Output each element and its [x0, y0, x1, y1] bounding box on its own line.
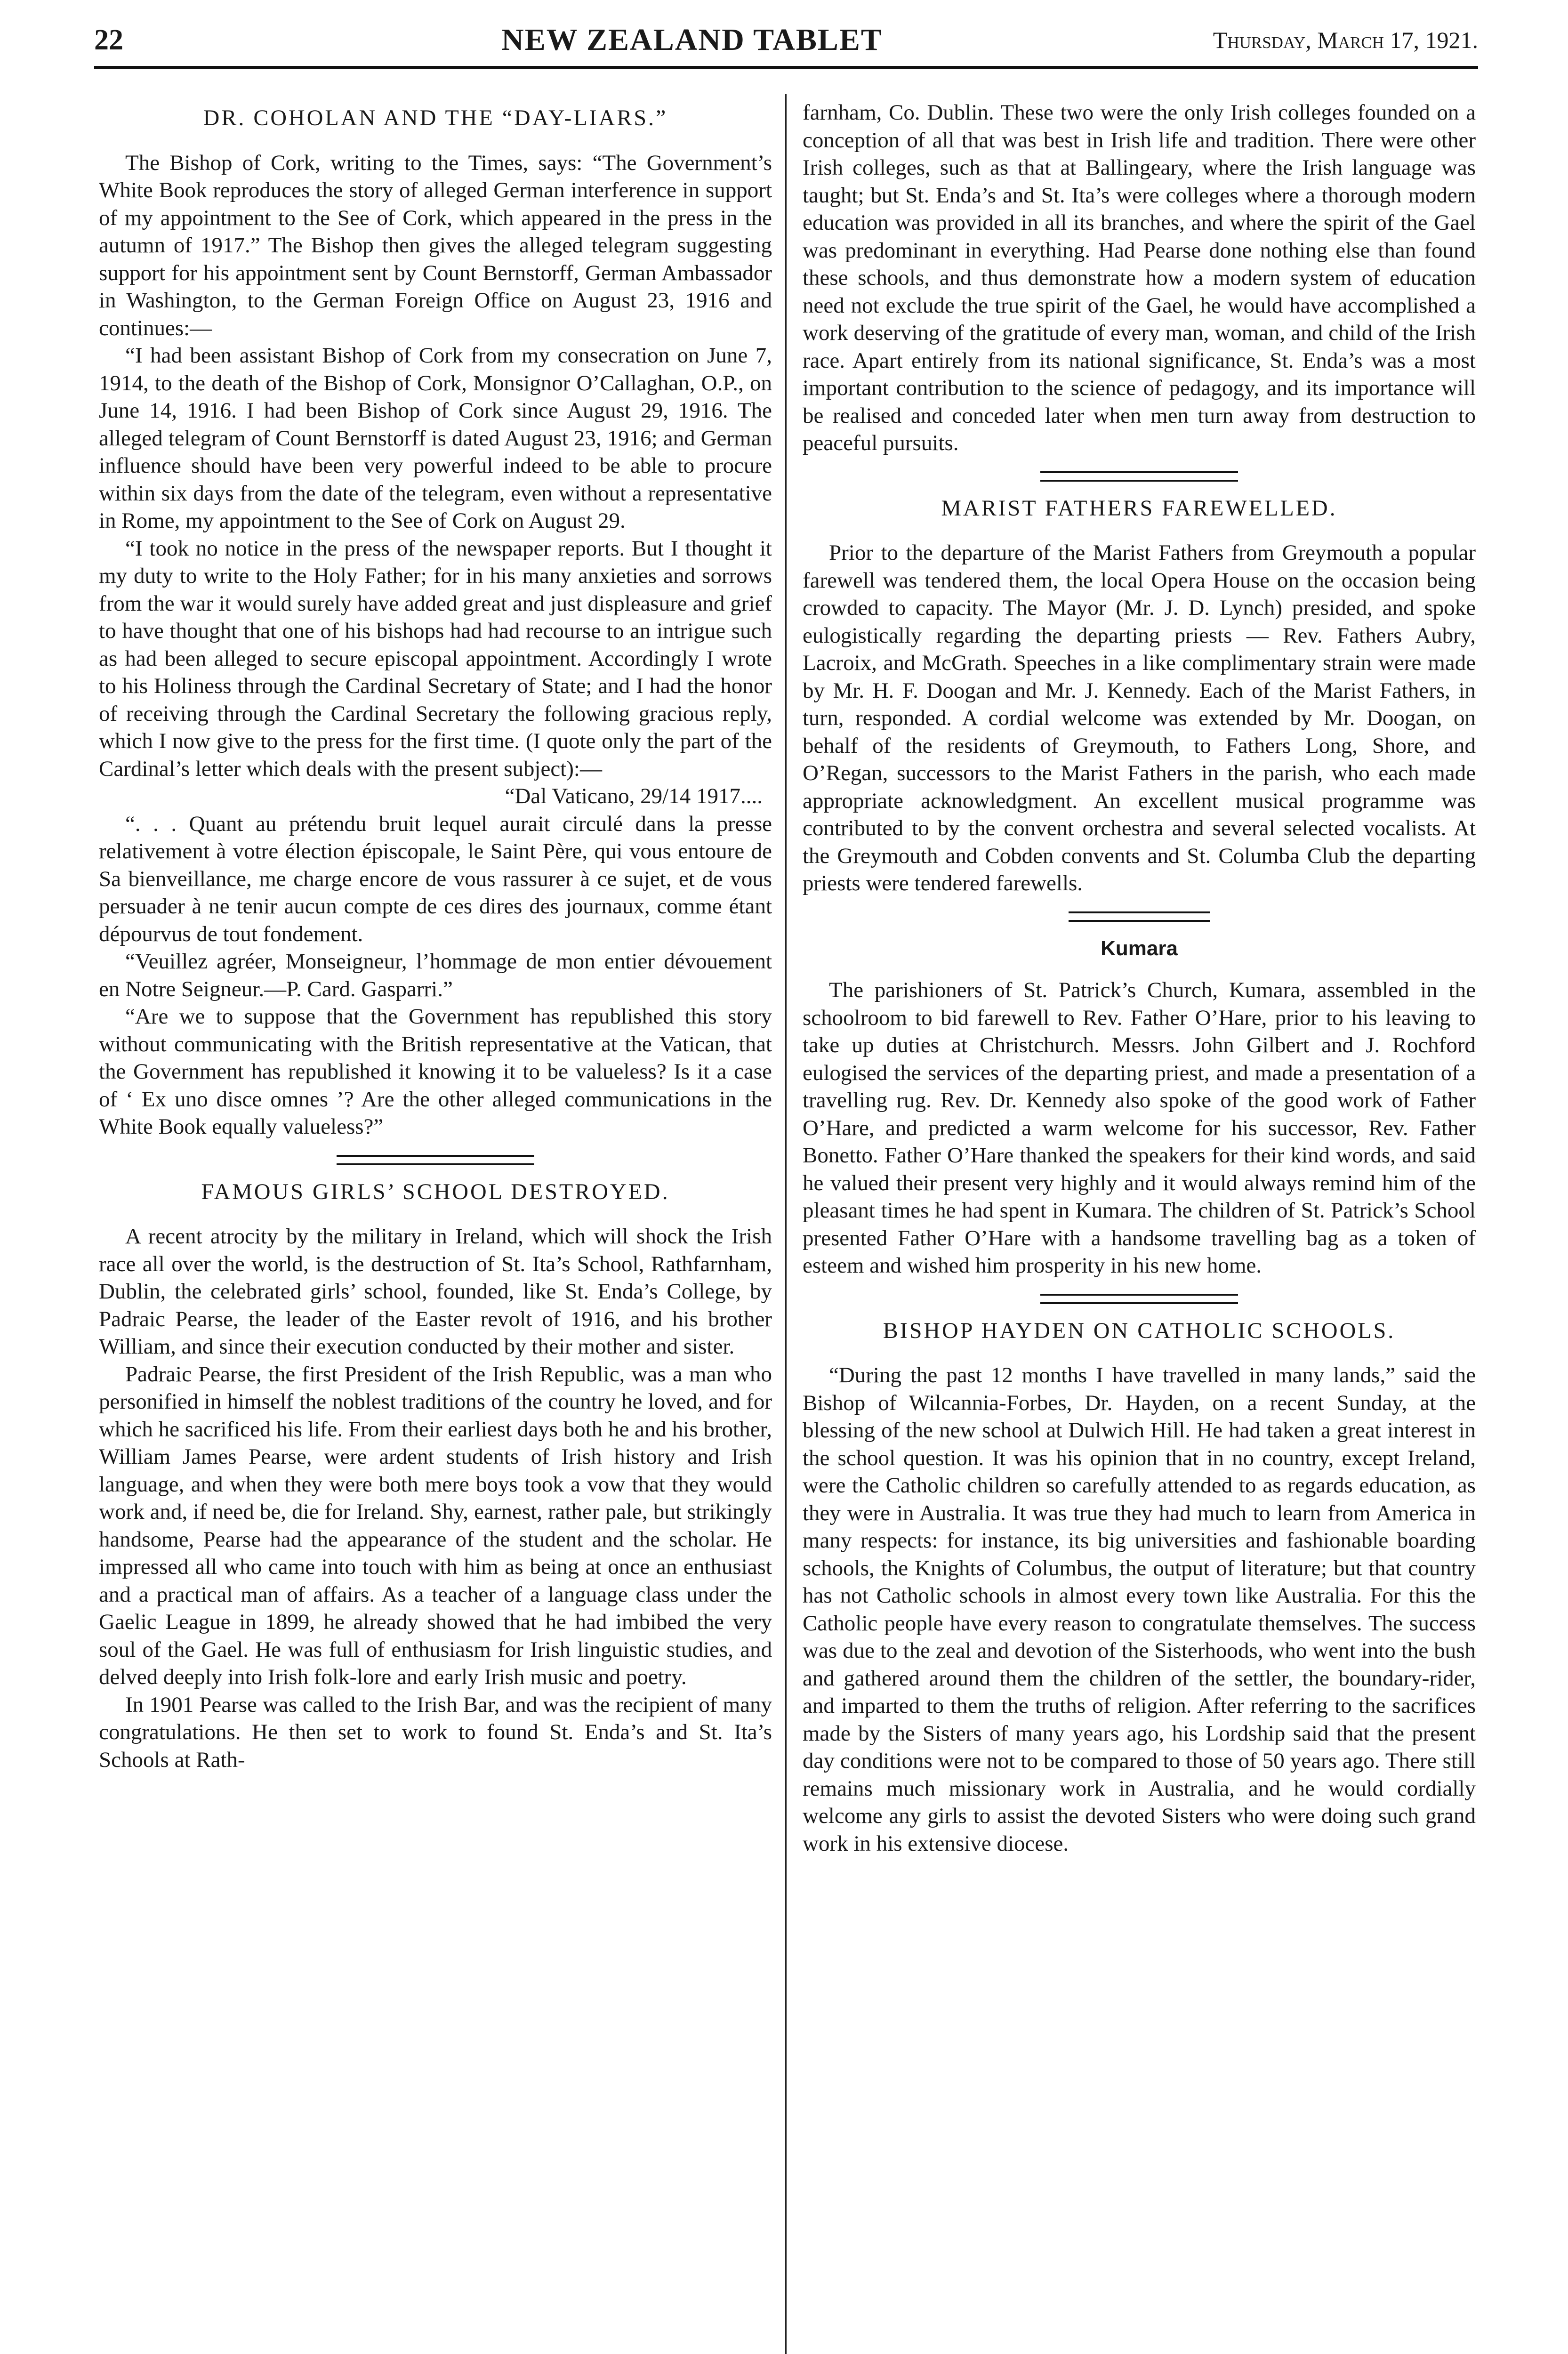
- article-paragraph: “During the past 12 months I have travelled in many lands,” said the Bishop of Wilcannia-Forbes, Dr. Hayden, on a recent Sunday, at the blessing of the new school at Dulwich Hill. He had taken a great interest in the school question. It was his opinion that in no country, except Ireland, were the Catholic children so carefully attended to as regards education, as they were in Australia. It was true they had much to learn from America in many respects: for instance, its big universities and fashionable boarding schools, the Knights of Columbus, the output of literature; but that country has not Catholic schools in almost every town like Australia. For this the Catholic people have every reason to congratulate themselves. The success was due to the zeal and devotion of the Sisterhoods, who went into the bush and gathered around them the children of the settler, the boundary-rider, and imparted to them the truths of religion. After referring to the sacrifices made by the Sisters of many years ago, his Lordship said that the present day conditions were not to be compared to those of 50 years ago. There still remains much missionary work in Australia, and he would cordially welcome any girls to assist the devoted Sisters who were doing such grand work in his extensive diocese.: [803, 1363, 1476, 1856]
- article-title-hayden: BISHOP HAYDEN ON CATHOLIC SCHOOLS.: [883, 1318, 1396, 1343]
- article-paragraph: “I had been assistant Bishop of Cork from my consecration on June 7, 1914, to the death of the Bishop of Cork, Monsignor O’Callaghan, O.P., on June 14, 1916. I had been Bishop of Cork since August 29, 1916. The alleged telegram of Count Bernstorff is dated August 23, 1916; and German influence should have been very powerful indeed to be able to procure within six days from the date of the telegram, even without a representative in Rome, my appointment to the See of Cork on August 29.: [99, 343, 772, 533]
- article-paragraph: Padraic Pearse, the first President of the Irish Republic, was a man who personified in himself the noblest traditions of the country he loved, and for which he sacrificed his life. From their earliest days both he and his brother, William James Pearse, were ardent students of Irish history and Irish language, and when they were both mere boys took a vow that they would work and, if need be, die for Ireland. Shy, earnest, rather pale, but strikingly handsome, Pearse had the appearance of the student and the scholar. He impressed all who came into touch with him as being at once an enthusiast and a practical man of affairs. As a teacher of a language class under the Gaelic League in 1899, he already showed that he had imbibed the very soul of the Gael. He was full of enthusiasm for Irish linguistic studies, and delved deeply into Irish folk-lore and early Irish music and poetry.: [99, 1362, 772, 1689]
- article-paragraph: The parishioners of St. Patrick’s Church, Kumara, assembled in the schoolroom to bid farewell to Rev. Father O’Hare, prior to his leaving to take up duties at Christchurch. Messrs. John Gilbert and J. Rochford eulogised the services of the departing priest, and made a presentation of a travelling rug. Rev. Dr. Kennedy also spoke of the good work of Father O’Hare, and predicted a warm welcome for his successor, Rev. Father Bonetto. Father O’Hare thanked the speakers for their kind words, and said he valued their present very highly and it would always remind him of the pleasant times he had spent in Kumara. The children of St. Patrick’s School presented Father O’Hare with a handsome travelling bag as a token of esteem and wished him prosperity in his new home.: [803, 978, 1476, 1278]
- article-paragraph-continued: farnham, Co. Dublin. These two were the only Irish colleges founded on a conception of all that was best in Irish life and tradition. There were other Irish colleges, such as that at Ballingeary, where the Irish language was taught; but St. Enda’s and St. Ita’s were colleges where a thorough modern education was provided in all its branches, and where the spirit of the Gael was predominant in everything. Had Pearse done nothing else than found these schools, and thus demonstrate how a modern system of education need not exclude the true spirit of the Gael, he would have accomplished a work deserving of the gratitude of every man, woman, and child of the Irish race. Apart entirely from its national significance, St. Enda’s was a most important contribution to the science of pedagogy, and its importance will be realised and conceded later when men turn away from destruction to peaceful pursuits.: [803, 100, 1476, 455]
- section-divider: [337, 1155, 534, 1165]
- article-title-girls-school: FAMOUS GIRLS’ SCHOOL DESTROYED.: [201, 1179, 670, 1204]
- section-divider: [1040, 1294, 1238, 1304]
- article-title-kumara: Kumara: [1101, 936, 1178, 960]
- letter-dateline: “Dal Vaticano, 29/14 1917....: [505, 784, 763, 808]
- page-number: 22: [94, 24, 123, 56]
- article-paragraph: In 1901 Pearse was called to the Irish Bar, and was the recipient of many congratulations. He then set to work to found St. Enda’s and St. Ita’s Schools at Rath-: [99, 1692, 772, 1772]
- article-title-marist: MARIST FATHERS FAREWELLED.: [941, 495, 1337, 521]
- column-rule: [785, 94, 787, 2354]
- issue-date: Thursday, March 17, 1921.: [1213, 27, 1478, 53]
- section-divider: [1040, 471, 1238, 482]
- section-divider: [1069, 911, 1210, 922]
- right-column: [803, 99, 1476, 2354]
- article-paragraph: Prior to the departure of the Marist Fathers from Greymouth a popular farewell was tendered them, the local Opera House on the occasion being crowded to capacity. The Mayor (Mr. J. D. Lynch) presided, and spoke eulogistically regarding the departing priests — Rev. Fathers Aubry, Lacroix, and McGrath. Speeches in a like complimentary strain were made by Mr. H. F. Doogan and Mr. J. Kennedy. Each of the Marist Fathers, in turn, responded. A cordial welcome was extended by Mr. Doogan, on behalf of the residents of Greymouth, to Fathers Long, Shore, and O’Regan, successors to the Marist Fathers in the parish, who each made appropriate acknowledgment. An excellent musical programme was contributed to by the convent orchestra and several selected vocalists. At the Greymouth and Cobden convents and St. Columba Club the departing priests were tendered farewells.: [803, 540, 1476, 895]
- newspaper-title: NEW ZEALAND TABLET: [501, 23, 883, 57]
- page-header: [94, 14, 1478, 69]
- article-paragraph: “Are we to suppose that the Government has republished this story without communicating with the British representative at the Vatican, that the Government has republished it knowing it to be valueless? Is it a case of ‘ Ex uno disce omnes ’? Are the other alleged communications in the White Book equally valueless?”: [99, 1004, 772, 1139]
- article-title-coholan: DR. COHOLAN AND THE “DAY-LIARS.”: [203, 105, 668, 130]
- article-paragraph: “. . . Quant au prétendu bruit lequel aurait circulé dans la presse relativement à votre élection épiscopale, le Saint Père, qui vous entoure de Sa bienveillance, me charge encore de vous rassurer à ce sujet, et de vous persuader à ne tenir aucun compte de ces dires des journaux, comme étant dépourvus de tout fondement.: [99, 811, 772, 946]
- article-paragraph: “Veuillez agréer, Monseigneur, l’hommage de mon entier dévouement en Notre Seigneur.—P. Card. Gasparri.”: [99, 949, 772, 1001]
- left-column: [99, 99, 772, 2354]
- article-paragraph: The Bishop of Cork, writing to the Times, says: “The Government’s White Book reproduces the story of alleged German interference in support of my appointment to the See of Cork, which appeared in the press in the autumn of 1917.” The Bishop then gives the alleged telegram suggesting support for his appointment sent by Count Bernstorff, German Ambassador in Washington, to the German Foreign Office on August 23, 1916 and continues:—: [99, 150, 772, 340]
- article-paragraph: “I took no notice in the press of the newspaper reports. But I thought it my duty to write to the Holy Father; for in his many anxieties and sorrows from the war it would surely have added great and just displeasure and grief to have thought that one of his bishops had had recourse to an intrigue such as had been alleged to secure episcopal appointment. Accordingly I wrote to his Holiness through the Cardinal Secretary of State; and I had the honor of receiving through the Cardinal Secretary the following gracious reply, which I now give to the press for the first time. (I quote only the part of the Cardinal’s letter which deals with the present subject):—: [99, 536, 772, 781]
- article-paragraph: A recent atrocity by the military in Ireland, which will shock the Irish race all over the world, is the destruction of St. Ita’s School, Rathfarnham, Dublin, the celebrated girls’ school, founded, like St. Enda’s College, by Padraic Pearse, the leader of the Easter revolt of 1916, and his brother William, and since their execution conducted by their mother and sister.: [99, 1224, 772, 1359]
